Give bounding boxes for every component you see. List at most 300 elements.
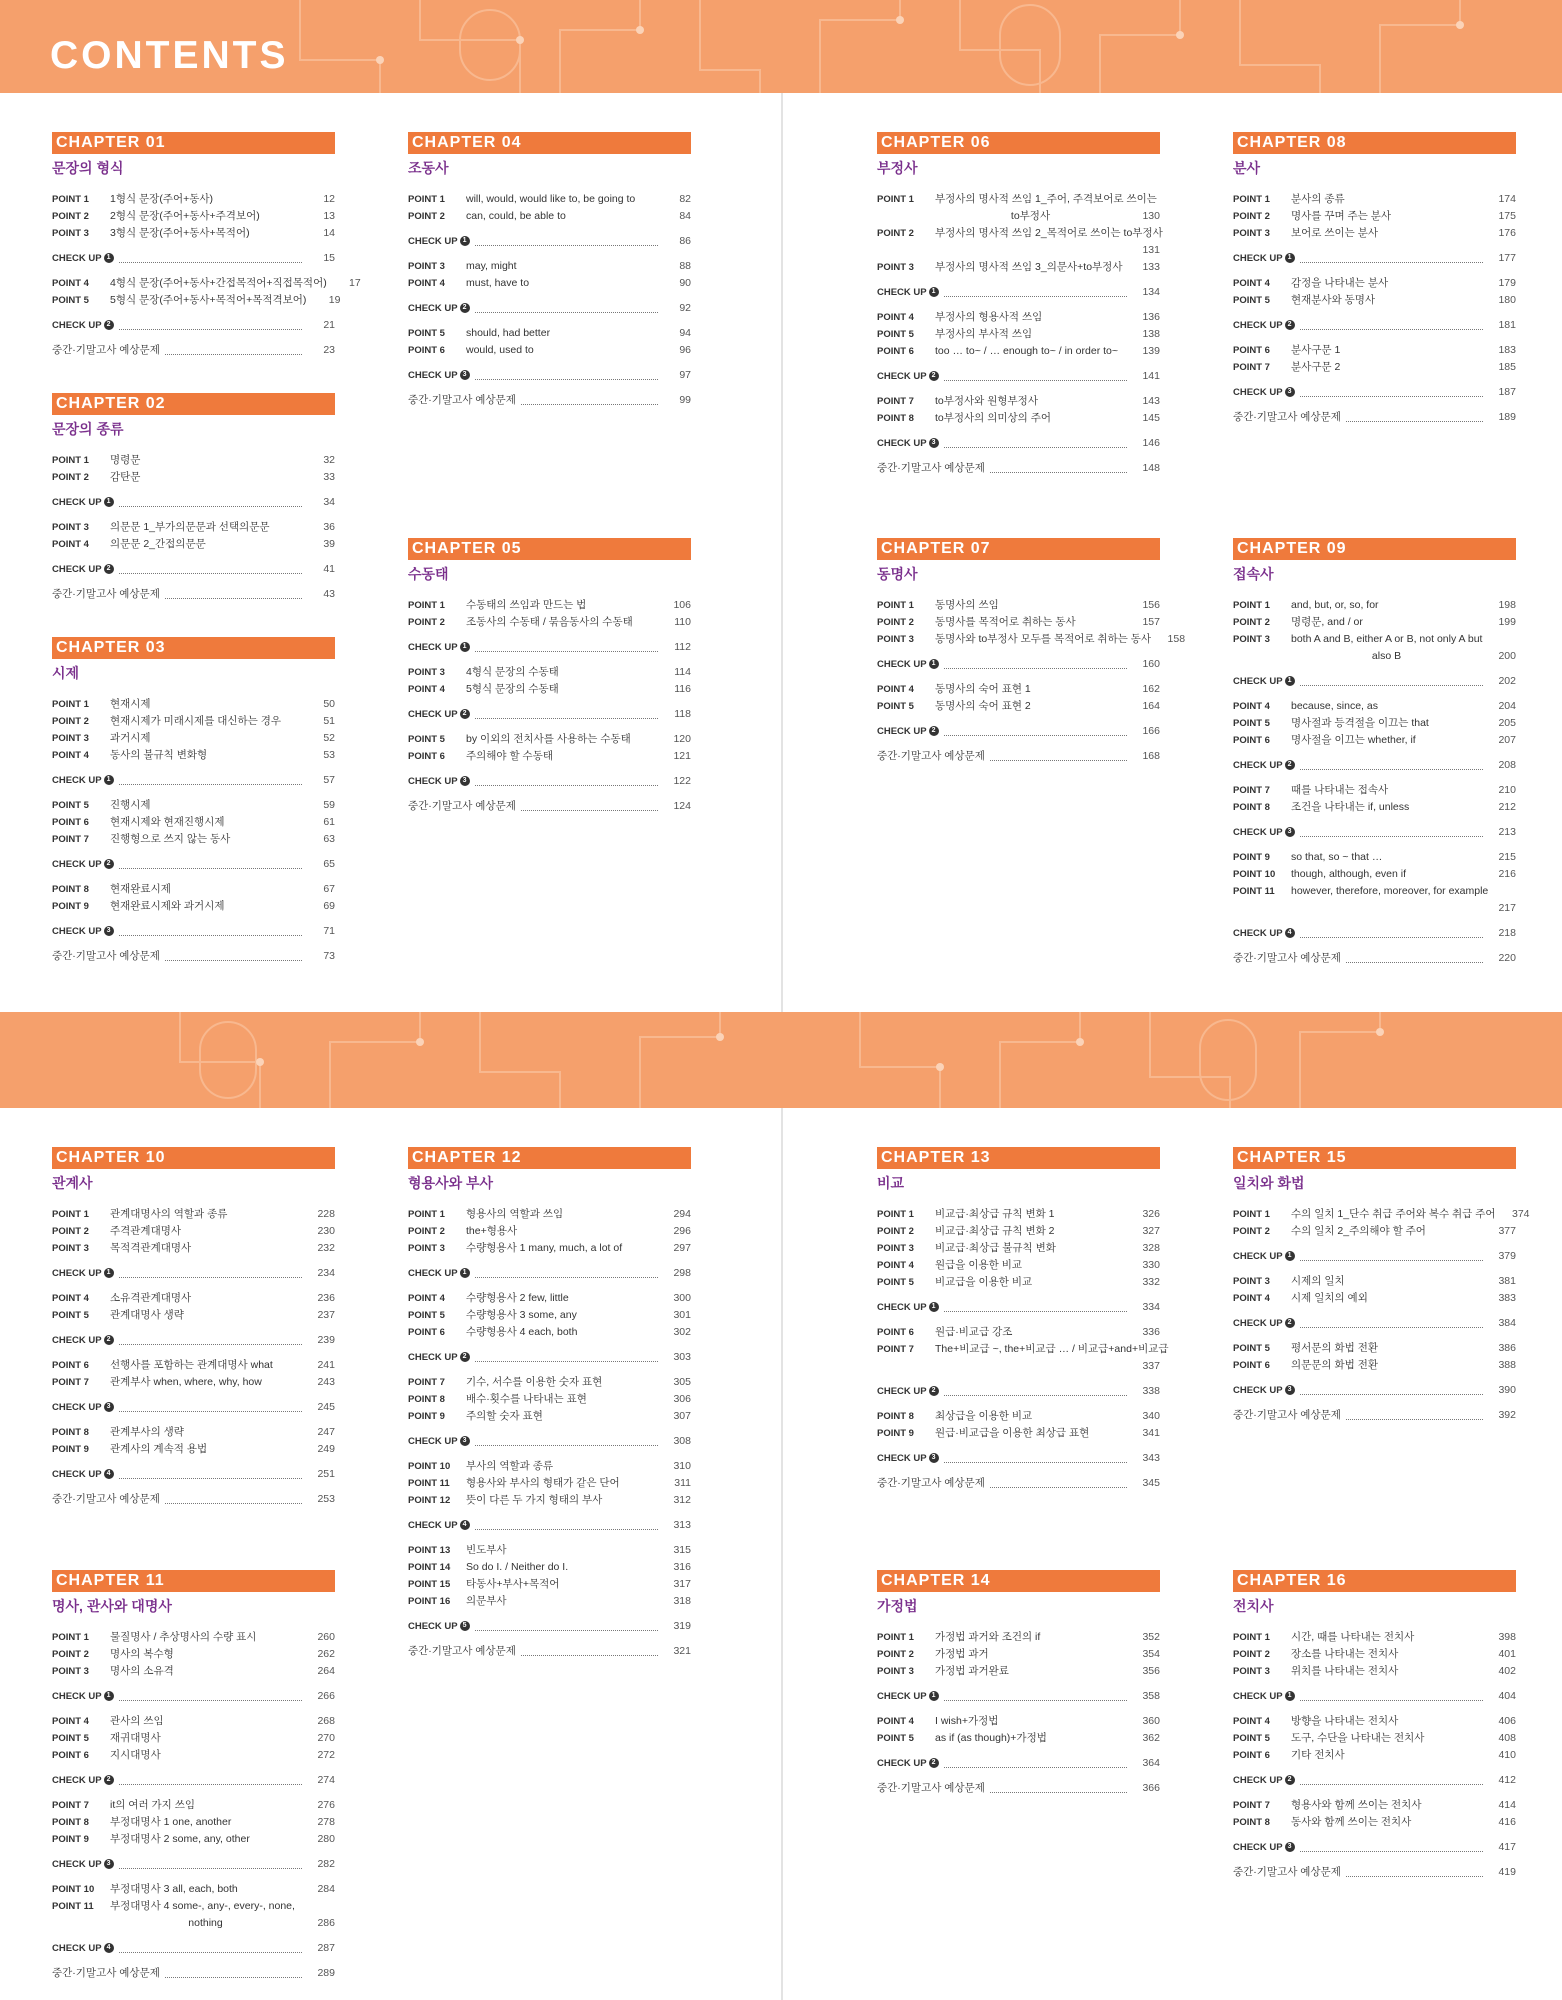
page-number: 245 bbox=[317, 1401, 335, 1413]
check-up-row[interactable] bbox=[877, 1383, 1160, 1400]
check-up-number-badge: 1 bbox=[104, 253, 114, 263]
page-number: 86 bbox=[679, 235, 691, 247]
page-number bbox=[1488, 883, 1522, 900]
check-up-label: CHECK UP 3 bbox=[408, 367, 470, 384]
check-up-row[interactable] bbox=[1233, 1315, 1516, 1332]
page-number: 264 bbox=[317, 1665, 335, 1677]
toc-point-row[interactable] bbox=[877, 1730, 1160, 1747]
toc-point-row[interactable] bbox=[877, 393, 1160, 410]
toc-point-row[interactable] bbox=[52, 536, 335, 553]
page-number: 166 bbox=[1142, 725, 1160, 737]
toc-point-row[interactable] bbox=[52, 1814, 335, 1831]
page-number: 67 bbox=[323, 883, 335, 895]
check-up-row[interactable] bbox=[877, 1299, 1160, 1316]
toc-point-row[interactable] bbox=[1233, 1814, 1516, 1831]
toc-point-row[interactable] bbox=[877, 326, 1160, 343]
check-up-row[interactable] bbox=[1233, 757, 1516, 774]
toc-point-row[interactable] bbox=[1233, 883, 1516, 900]
leader-dots bbox=[944, 372, 1127, 381]
toc-point-row[interactable] bbox=[52, 696, 335, 713]
point-title: 가정법 과거완료 bbox=[935, 1665, 1009, 1677]
page-number: 305 bbox=[673, 1376, 691, 1388]
page-number: 234 bbox=[317, 1267, 335, 1279]
check-up-number-badge: 1 bbox=[104, 775, 114, 785]
toc-point-row[interactable] bbox=[52, 1357, 335, 1374]
check-up-row[interactable] bbox=[408, 1618, 691, 1635]
point-title: So do I. / Neither do I. bbox=[466, 1561, 569, 1573]
toc-point-row[interactable] bbox=[1233, 225, 1516, 242]
check-up-row[interactable] bbox=[408, 367, 691, 384]
toc-point-row[interactable] bbox=[408, 1290, 691, 1307]
check-up-row[interactable] bbox=[1233, 1688, 1516, 1705]
point-label: POINT 4 bbox=[877, 684, 914, 695]
toc-point-row[interactable] bbox=[52, 1629, 335, 1646]
page-number: 122 bbox=[673, 775, 691, 787]
page-number: 289 bbox=[317, 1967, 335, 1979]
toc-point-row[interactable] bbox=[877, 1274, 1160, 1291]
point-title: 부정사의 명사적 쓰임 2_목적어로 쓰이는 to부정사 bbox=[935, 227, 1163, 239]
point-title: 평서문의 화법 전환 bbox=[1291, 1342, 1378, 1354]
toc-point-row[interactable] bbox=[1233, 1713, 1516, 1730]
point-title: though, although, even if bbox=[1291, 868, 1407, 880]
leader-dots bbox=[944, 1454, 1127, 1463]
page-number: 131 bbox=[1142, 244, 1160, 256]
toc-point-row[interactable] bbox=[52, 1307, 335, 1324]
leader-dots bbox=[944, 727, 1127, 736]
page-number: 392 bbox=[1498, 1409, 1516, 1421]
check-up-number-badge: 2 bbox=[460, 709, 470, 719]
toc-point-row[interactable] bbox=[1233, 1629, 1516, 1646]
toc-point-row[interactable] bbox=[1233, 799, 1516, 816]
toc-point-row[interactable] bbox=[408, 342, 691, 359]
check-up-row[interactable] bbox=[1233, 824, 1516, 841]
toc-point-row[interactable] bbox=[408, 208, 691, 225]
check-up-row[interactable] bbox=[1233, 317, 1516, 334]
toc-point-row[interactable] bbox=[52, 881, 335, 898]
point-title: both A and B, either A or B, not only A but bbox=[1291, 633, 1483, 645]
exam-practice-row[interactable] bbox=[1233, 409, 1516, 426]
toc-point-row[interactable] bbox=[408, 1408, 691, 1425]
point-label: POINT 2 bbox=[1233, 211, 1270, 222]
toc-point-row[interactable] bbox=[877, 410, 1160, 427]
check-up-label: CHECK UP 3 bbox=[1233, 1382, 1295, 1399]
toc-point-row[interactable] bbox=[1233, 1797, 1516, 1814]
page-number: 14 bbox=[323, 227, 335, 239]
point-title: 조동사의 수동태 / 묶음동사의 수동태 bbox=[466, 616, 633, 628]
exam-practice-label: 중간·기말고사 예상문제 bbox=[877, 1477, 985, 1489]
check-up-row[interactable] bbox=[52, 923, 335, 940]
toc-point-row[interactable] bbox=[877, 631, 1186, 648]
toc-point-row[interactable] bbox=[52, 713, 335, 730]
exam-practice-row[interactable] bbox=[1233, 1864, 1516, 1881]
check-up-row[interactable] bbox=[408, 1265, 691, 1282]
toc-point-row[interactable] bbox=[408, 1576, 691, 1593]
toc-point-row[interactable] bbox=[408, 1240, 691, 1257]
check-up-number-badge: 2 bbox=[929, 1386, 939, 1396]
check-up-row[interactable] bbox=[52, 1399, 335, 1416]
toc-point-row[interactable] bbox=[408, 1559, 691, 1576]
toc-point-row[interactable] bbox=[1233, 191, 1516, 208]
toc-point-row[interactable] bbox=[408, 731, 691, 748]
toc-point-row[interactable] bbox=[877, 1223, 1160, 1240]
exam-practice-row[interactable] bbox=[52, 586, 335, 603]
point-title: 비교급·최상급 규칙 변화 1 bbox=[935, 1208, 1055, 1220]
check-up-number-badge: 2 bbox=[929, 1758, 939, 1768]
check-up-row[interactable] bbox=[877, 656, 1160, 673]
toc-point-row[interactable] bbox=[52, 797, 335, 814]
leader-dots bbox=[944, 1759, 1127, 1768]
toc-point-row[interactable] bbox=[877, 1240, 1160, 1257]
exam-practice-row[interactable] bbox=[877, 460, 1160, 477]
check-up-row[interactable] bbox=[52, 1940, 335, 1957]
toc-point-row[interactable] bbox=[52, 1290, 335, 1307]
toc-point-row[interactable] bbox=[408, 1206, 691, 1223]
exam-practice-row[interactable] bbox=[52, 948, 335, 965]
point-title: 방향을 나타내는 전치사 bbox=[1291, 1715, 1399, 1727]
point-label: POINT 1 bbox=[877, 194, 914, 205]
page-number: 401 bbox=[1498, 1648, 1516, 1660]
toc-point-row[interactable] bbox=[408, 1542, 691, 1559]
page-number: 284 bbox=[317, 1883, 335, 1895]
toc-point-row[interactable] bbox=[408, 325, 691, 342]
toc-point-row[interactable] bbox=[408, 275, 691, 292]
toc-point-row[interactable] bbox=[408, 1223, 691, 1240]
point-label: POINT 2 bbox=[52, 716, 89, 727]
toc-point-row[interactable] bbox=[408, 191, 691, 208]
page-number: 270 bbox=[317, 1732, 335, 1744]
check-up-row[interactable] bbox=[877, 435, 1160, 452]
header-band-middle bbox=[0, 1012, 1562, 1108]
check-up-row[interactable] bbox=[1233, 384, 1516, 401]
toc-point-row[interactable] bbox=[1233, 359, 1516, 376]
toc-point-row[interactable] bbox=[877, 1324, 1160, 1341]
leader-dots bbox=[119, 1403, 302, 1412]
exam-practice-row[interactable] bbox=[1233, 1407, 1516, 1424]
page-number: 43 bbox=[323, 588, 335, 600]
toc-point-row[interactable] bbox=[52, 519, 335, 536]
toc-point-row[interactable] bbox=[1233, 342, 1516, 359]
toc-point-row[interactable] bbox=[877, 1425, 1160, 1442]
check-up-label: CHECK UP 1 bbox=[877, 1299, 939, 1316]
toc-point-row[interactable] bbox=[877, 225, 1163, 242]
page-number: 308 bbox=[673, 1435, 691, 1447]
toc-point-row[interactable] bbox=[1233, 1730, 1516, 1747]
toc-point-row[interactable] bbox=[52, 469, 335, 486]
page-number: 63 bbox=[323, 833, 335, 845]
toc-point-row[interactable] bbox=[877, 259, 1160, 276]
point-title: 수량형용사 3 some, any bbox=[466, 1309, 577, 1321]
toc-point-row[interactable] bbox=[52, 1240, 335, 1257]
exam-practice-row[interactable] bbox=[408, 1643, 691, 1660]
check-up-number-badge: 3 bbox=[460, 776, 470, 786]
toc-point-row[interactable] bbox=[1233, 1747, 1516, 1764]
toc-point-row[interactable] bbox=[1233, 1646, 1516, 1663]
check-up-row[interactable] bbox=[52, 1688, 335, 1705]
check-up-row[interactable] bbox=[1233, 1839, 1516, 1856]
leader-dots bbox=[1346, 954, 1483, 963]
toc-point-row[interactable] bbox=[877, 1341, 1169, 1358]
toc-point-row[interactable] bbox=[877, 309, 1160, 326]
chapter-title: 수동태 bbox=[408, 566, 449, 582]
check-up-row[interactable] bbox=[1233, 925, 1516, 942]
check-up-row[interactable] bbox=[877, 284, 1160, 301]
exam-practice-row[interactable] bbox=[52, 1491, 335, 1508]
point-label: POINT 3 bbox=[877, 262, 914, 273]
toc-point-row[interactable] bbox=[52, 814, 335, 831]
check-up-row[interactable] bbox=[52, 250, 335, 267]
toc-point-row[interactable] bbox=[52, 208, 335, 225]
toc-point-row[interactable] bbox=[52, 1797, 335, 1814]
toc-point-row[interactable] bbox=[52, 831, 335, 848]
toc-point-row[interactable] bbox=[1233, 715, 1516, 732]
toc-point-row[interactable] bbox=[52, 898, 335, 915]
exam-practice-row[interactable] bbox=[52, 342, 335, 359]
toc-point-continuation bbox=[1233, 900, 1516, 917]
toc-point-row[interactable] bbox=[877, 1663, 1160, 1680]
check-up-label: CHECK UP 2 bbox=[1233, 757, 1295, 774]
check-up-number-badge: 1 bbox=[104, 1268, 114, 1278]
check-up-row[interactable] bbox=[408, 773, 691, 790]
check-up-label: CHECK UP 1 bbox=[877, 656, 939, 673]
toc-point-row[interactable] bbox=[1233, 1663, 1516, 1680]
page-number: 97 bbox=[679, 369, 691, 381]
check-up-row[interactable] bbox=[1233, 1248, 1516, 1265]
toc-point-row[interactable] bbox=[52, 747, 335, 764]
exam-practice-row[interactable] bbox=[1233, 950, 1516, 967]
toc-point-row[interactable] bbox=[52, 1441, 335, 1458]
check-up-row[interactable] bbox=[52, 856, 335, 873]
check-up-row[interactable] bbox=[52, 1466, 335, 1483]
check-up-number-badge: 2 bbox=[929, 726, 939, 736]
check-up-row[interactable] bbox=[52, 561, 335, 578]
page-number: 306 bbox=[673, 1393, 691, 1405]
toc-point-row[interactable] bbox=[1233, 1273, 1516, 1290]
toc-point-row[interactable] bbox=[52, 292, 341, 309]
toc-point-row[interactable] bbox=[52, 1747, 335, 1764]
point-title: can, could, be able to bbox=[466, 210, 566, 222]
point-title: 관계대명사의 역할과 종류 bbox=[110, 1208, 228, 1220]
leader-dots bbox=[119, 1692, 302, 1701]
toc-point-row[interactable] bbox=[1233, 1206, 1530, 1223]
toc-point-row[interactable] bbox=[877, 1206, 1160, 1223]
point-title: 의문문의 화법 전환 bbox=[1291, 1359, 1378, 1371]
chapter-title: 문장의 종류 bbox=[52, 421, 124, 437]
toc-point-row[interactable] bbox=[1233, 614, 1516, 631]
toc-point-row[interactable] bbox=[877, 597, 1160, 614]
check-up-row[interactable] bbox=[1233, 673, 1516, 690]
point-label: POINT 5 bbox=[1233, 1733, 1270, 1744]
point-label: POINT 5 bbox=[52, 1310, 89, 1321]
toc-point-row[interactable] bbox=[408, 1307, 691, 1324]
point-title: 동명사의 숙어 표현 2 bbox=[935, 700, 1031, 712]
toc-point-row[interactable] bbox=[52, 1730, 335, 1747]
check-up-label: CHECK UP 2 bbox=[1233, 1315, 1295, 1332]
check-up-row[interactable] bbox=[408, 706, 691, 723]
check-up-row[interactable] bbox=[408, 1517, 691, 1534]
check-up-number-badge: 1 bbox=[929, 1302, 939, 1312]
check-up-row[interactable] bbox=[1233, 250, 1516, 267]
toc-point-row[interactable] bbox=[52, 1424, 335, 1441]
check-up-row[interactable] bbox=[408, 233, 691, 250]
toc-point-row[interactable] bbox=[52, 452, 335, 469]
toc-point-row[interactable] bbox=[1233, 698, 1516, 715]
toc-point-row[interactable] bbox=[408, 1475, 691, 1492]
toc-point-row[interactable] bbox=[408, 1593, 691, 1610]
toc-point-row[interactable] bbox=[52, 1646, 335, 1663]
toc-point-row[interactable] bbox=[877, 1629, 1160, 1646]
toc-point-row[interactable] bbox=[1233, 275, 1516, 292]
page-number: 82 bbox=[679, 193, 691, 205]
toc-point-row[interactable] bbox=[408, 258, 691, 275]
toc-point-row[interactable] bbox=[877, 614, 1160, 631]
toc-point-row[interactable] bbox=[877, 191, 1160, 208]
check-up-number-badge: 2 bbox=[1285, 760, 1295, 770]
check-up-number-badge: 3 bbox=[460, 1436, 470, 1446]
toc-point-row[interactable] bbox=[1233, 292, 1516, 309]
toc-point-row[interactable] bbox=[1233, 631, 1516, 648]
check-up-row[interactable] bbox=[408, 1433, 691, 1450]
point-label: POINT 13 bbox=[408, 1545, 451, 1556]
toc-point-row[interactable] bbox=[52, 1663, 335, 1680]
toc-point-row[interactable] bbox=[877, 681, 1160, 698]
toc-point-row[interactable] bbox=[877, 1408, 1160, 1425]
toc-point-row[interactable] bbox=[1233, 732, 1516, 749]
toc-point-row[interactable] bbox=[52, 1206, 335, 1223]
toc-point-row[interactable] bbox=[52, 1223, 335, 1240]
page-number: 217 bbox=[1498, 902, 1516, 914]
toc-point-row[interactable] bbox=[877, 1257, 1160, 1274]
toc-point-row[interactable] bbox=[1233, 597, 1516, 614]
toc-point-row[interactable] bbox=[52, 730, 335, 747]
toc-point-row[interactable] bbox=[1233, 1340, 1516, 1357]
point-title: 시제 일치의 예외 bbox=[1291, 1292, 1368, 1304]
check-up-row[interactable] bbox=[877, 1450, 1160, 1467]
check-up-row[interactable] bbox=[877, 368, 1160, 385]
toc-point-row[interactable] bbox=[52, 1898, 335, 1915]
check-up-label: CHECK UP 1 bbox=[52, 250, 114, 267]
check-up-row[interactable] bbox=[52, 772, 335, 789]
page-number: 268 bbox=[317, 1715, 335, 1727]
exam-practice-row[interactable] bbox=[408, 392, 691, 409]
check-up-row[interactable] bbox=[877, 1755, 1160, 1772]
point-label: POINT 11 bbox=[408, 1478, 450, 1489]
page-number: 96 bbox=[679, 344, 691, 356]
check-up-label: CHECK UP 1 bbox=[52, 1688, 114, 1705]
leader-dots bbox=[475, 237, 658, 246]
toc-point-row[interactable] bbox=[877, 1713, 1160, 1730]
point-title: 수량형용사 1 many, much, a lot of bbox=[466, 1242, 623, 1254]
check-up-row[interactable] bbox=[52, 1772, 335, 1789]
exam-practice-row[interactable] bbox=[877, 1475, 1160, 1492]
toc-point-row[interactable] bbox=[52, 1831, 335, 1848]
page-number: 202 bbox=[1498, 675, 1516, 687]
point-title: would, used to bbox=[466, 344, 534, 356]
point-label: POINT 4 bbox=[52, 1716, 89, 1727]
page-number: 146 bbox=[1142, 437, 1160, 449]
toc-point-row[interactable] bbox=[52, 191, 335, 208]
leader-dots bbox=[521, 396, 658, 405]
toc-point-row[interactable] bbox=[408, 1374, 691, 1391]
point-label: POINT 5 bbox=[877, 1733, 914, 1744]
toc-point-row[interactable] bbox=[1233, 1290, 1516, 1307]
page-number: 282 bbox=[317, 1858, 335, 1870]
point-title: 원급·비교급을 이용한 최상급 표현 bbox=[935, 1427, 1090, 1439]
toc-point-row[interactable] bbox=[408, 748, 691, 765]
point-title: 3형식 문장(주어+동사+목적어) bbox=[110, 227, 250, 239]
check-up-row[interactable] bbox=[1233, 1382, 1516, 1399]
leader-dots bbox=[165, 952, 302, 961]
check-up-row[interactable] bbox=[1233, 1772, 1516, 1789]
check-up-row[interactable] bbox=[877, 1688, 1160, 1705]
toc-point-row[interactable] bbox=[408, 1324, 691, 1341]
check-up-row[interactable] bbox=[877, 723, 1160, 740]
check-up-row[interactable] bbox=[408, 1349, 691, 1366]
exam-practice-row[interactable] bbox=[52, 1965, 335, 1982]
point-title: 부사의 역할과 종류 bbox=[466, 1460, 553, 1472]
point-label: POINT 8 bbox=[877, 413, 914, 424]
toc-point-row[interactable] bbox=[1233, 866, 1516, 883]
page-number: 410 bbox=[1498, 1749, 1516, 1761]
chapter-title: 문장의 형식 bbox=[52, 160, 124, 176]
toc-point-row[interactable] bbox=[52, 1881, 335, 1898]
leader-dots bbox=[119, 1470, 302, 1479]
toc-point-row[interactable] bbox=[877, 698, 1160, 715]
toc-point-row[interactable] bbox=[877, 343, 1160, 360]
exam-practice-row[interactable] bbox=[408, 798, 691, 815]
toc-point-row[interactable] bbox=[408, 1458, 691, 1475]
page-number: 406 bbox=[1498, 1715, 1516, 1727]
page-number bbox=[1482, 631, 1516, 648]
point-title: 시제의 일치 bbox=[1291, 1275, 1345, 1287]
page-number: 88 bbox=[679, 260, 691, 272]
toc-point-row[interactable] bbox=[1233, 208, 1516, 225]
check-up-row[interactable] bbox=[52, 1856, 335, 1873]
toc-point-row[interactable] bbox=[1233, 849, 1516, 866]
toc-point-row[interactable] bbox=[408, 1492, 691, 1509]
page-number: 354 bbox=[1142, 1648, 1160, 1660]
check-up-row[interactable] bbox=[408, 300, 691, 317]
exam-practice-row[interactable] bbox=[877, 1780, 1160, 1797]
toc-point-row[interactable] bbox=[408, 664, 691, 681]
toc-point-row[interactable] bbox=[52, 225, 335, 242]
toc-point-row[interactable] bbox=[52, 275, 361, 292]
toc-point-row[interactable] bbox=[52, 1713, 335, 1730]
toc-point-row[interactable] bbox=[1233, 782, 1516, 799]
toc-point-row[interactable] bbox=[877, 1646, 1160, 1663]
check-up-label: CHECK UP 3 bbox=[1233, 824, 1295, 841]
toc-point-row[interactable] bbox=[408, 1391, 691, 1408]
toc-point-row[interactable] bbox=[1233, 1223, 1516, 1240]
exam-practice-row[interactable] bbox=[877, 748, 1160, 765]
toc-point-row[interactable] bbox=[52, 1374, 335, 1391]
toc-point-row[interactable] bbox=[408, 597, 691, 614]
check-up-row[interactable] bbox=[52, 1265, 335, 1282]
check-up-row[interactable] bbox=[52, 1332, 335, 1349]
check-up-row[interactable] bbox=[52, 494, 335, 511]
toc-point-row[interactable] bbox=[408, 681, 691, 698]
toc-point-row[interactable] bbox=[1233, 1357, 1516, 1374]
check-up-label: CHECK UP 1 bbox=[1233, 250, 1295, 267]
page-number: 34 bbox=[323, 496, 335, 508]
chapter-block bbox=[52, 637, 335, 973]
check-up-row[interactable] bbox=[52, 317, 335, 334]
page-number: 124 bbox=[673, 800, 691, 812]
page-number: 164 bbox=[1142, 700, 1160, 712]
page-number: 296 bbox=[673, 1225, 691, 1237]
leader-dots bbox=[165, 1969, 302, 1978]
check-up-row[interactable] bbox=[408, 639, 691, 656]
toc-point-row[interactable] bbox=[408, 614, 691, 631]
